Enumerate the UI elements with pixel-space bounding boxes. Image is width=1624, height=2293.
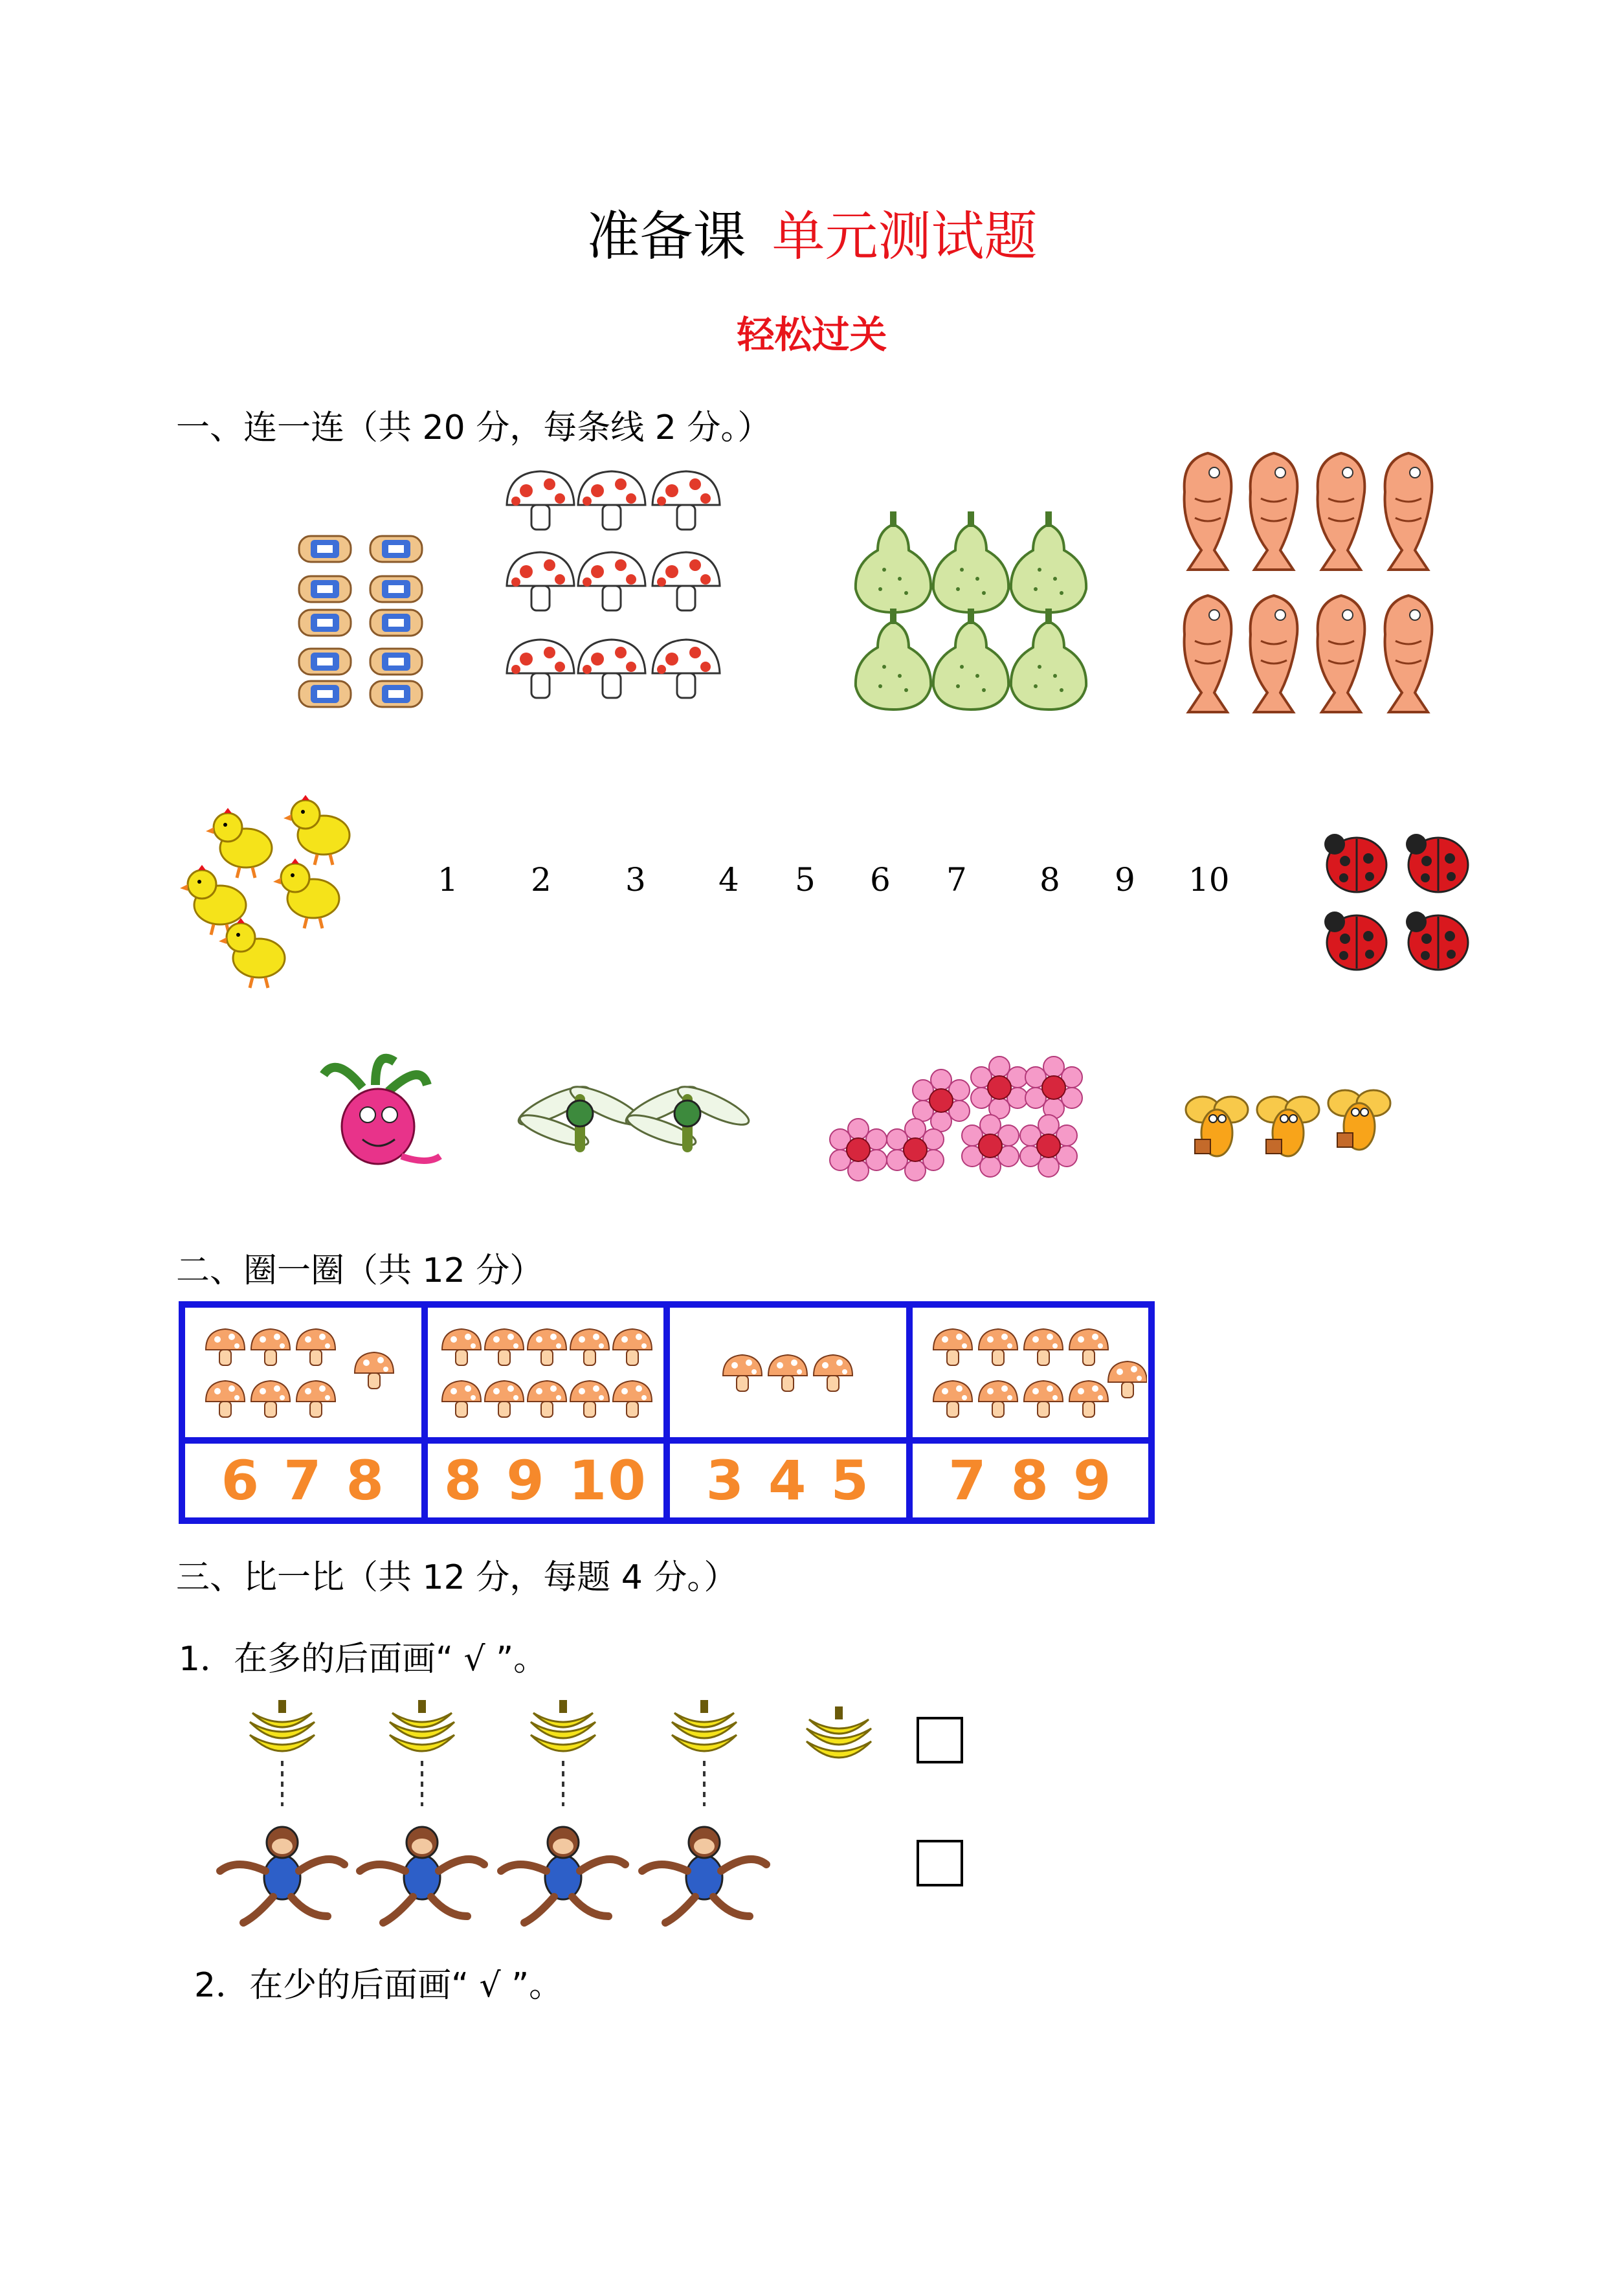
number-1[interactable]: 1 <box>438 861 458 899</box>
option-9[interactable]: 9 <box>506 1449 546 1512</box>
number-4[interactable]: 4 <box>718 861 739 899</box>
option-5[interactable]: 5 <box>830 1449 870 1512</box>
number-8[interactable]: 8 <box>1040 861 1060 899</box>
section-1-heading: 一、连一连（共 20 分，每条线 2 分。） <box>176 408 772 447</box>
number-10[interactable]: 10 <box>1188 861 1230 899</box>
number-6[interactable]: 6 <box>870 861 891 899</box>
monkey-row <box>220 1827 766 1923</box>
question-1: 1．在多的后面画“ √ ”。 <box>179 1640 548 1679</box>
section-3-heading: 三、比一比（共 12 分，每题 4 分。） <box>176 1558 738 1597</box>
banana-row <box>250 1700 871 1758</box>
option-4[interactable]: 4 <box>768 1449 808 1512</box>
section-2-heading: 二、圈一圈（共 12 分） <box>176 1251 544 1290</box>
number-2[interactable]: 2 <box>531 861 551 899</box>
option-7[interactable]: 7 <box>284 1449 323 1512</box>
number-9[interactable]: 9 <box>1115 861 1135 899</box>
option-10[interactable]: 10 <box>568 1449 647 1512</box>
option-8[interactable]: 8 <box>443 1449 484 1512</box>
option-9[interactable]: 9 <box>1073 1449 1113 1512</box>
number-3[interactable]: 3 <box>625 861 646 899</box>
option-8[interactable]: 8 <box>346 1449 385 1512</box>
option-6[interactable]: 6 <box>221 1449 261 1512</box>
option-7[interactable]: 7 <box>948 1449 988 1512</box>
title-red: 单元测试题 <box>772 206 1038 267</box>
monkey-answer-box[interactable] <box>917 1840 963 1886</box>
option-8[interactable]: 8 <box>1010 1449 1050 1512</box>
dashed-links <box>282 1761 704 1806</box>
number-5[interactable]: 5 <box>795 861 816 899</box>
banana-answer-box[interactable] <box>917 1717 963 1763</box>
option-3[interactable]: 3 <box>706 1449 746 1512</box>
question-2: 2．在少的后面画“ √ ”。 <box>194 1966 563 2005</box>
page-subtitle: 轻松过关 <box>737 313 887 357</box>
number-7[interactable]: 7 <box>946 861 967 899</box>
title-black: 准备课 <box>586 206 746 267</box>
